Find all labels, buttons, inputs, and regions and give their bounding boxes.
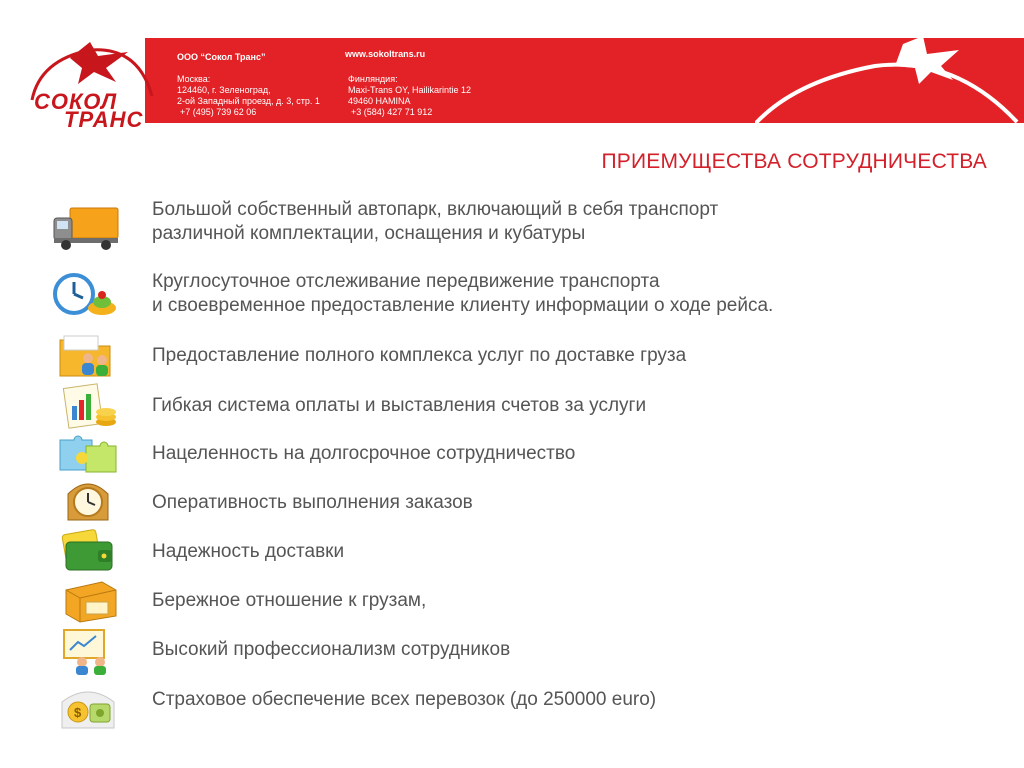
insurance-money-icon — [52, 682, 122, 734]
advantage-item-long-term — [152, 442, 575, 466]
finland-address-line2: 49460 HAMINA — [348, 96, 411, 106]
finland-address-line1: Maxi-Trans OY, Hailikarintie 12 — [348, 85, 472, 95]
moscow-address-line1: 124460, г. Зеленоград, — [177, 85, 271, 95]
advantage-line: Бережное отношение к грузам, — [152, 590, 427, 611]
moscow-label: Москва: — [177, 74, 211, 84]
presentation-users-icon — [52, 624, 122, 676]
advantage-line: Оперативность выполнения заказов — [152, 492, 473, 513]
advantage-line: и своевременное предоставление клиенту информации о ходе рейса. — [152, 295, 774, 316]
advantage-line: Предоставление полного комплекса услуг по доставке груза — [152, 345, 687, 366]
finland-label: Финляндия: — [348, 74, 398, 84]
page-title: ПРИЕМУЩЕСТВА СОТРУДНИЧЕСТВА — [601, 150, 987, 173]
advantage-item-professionalism — [152, 638, 510, 662]
advantage-line: Надежность доставки — [152, 541, 345, 562]
advantage-line: Высокий профессионализм сотрудников — [152, 639, 511, 660]
moscow-address-line2: 2-ой Западный проезд, д. 3, стр. 1 — [177, 96, 320, 106]
advantage-line: Круглосуточное отслеживание передвижение транспорта — [152, 271, 660, 292]
advantage-item-efficiency — [152, 491, 473, 515]
advantage-line: Гибкая система оплаты и выставления счетов за услуги — [152, 395, 647, 416]
logo-word-sokol: СОКОЛ — [34, 89, 118, 114]
advantage-line: Страховое обеспечение всех перевозок (до 250000 euro) — [152, 689, 657, 710]
advantage-line: Нацеленность на долгосрочное сотрудничество — [152, 443, 576, 464]
bird-decoration-icon — [755, 36, 1024, 126]
advantage-item-tracking — [152, 270, 773, 318]
company-logo — [20, 38, 160, 133]
advantage-item-reliability — [152, 540, 344, 564]
advantage-item-fleet — [152, 198, 718, 246]
chart-coins-icon — [52, 380, 122, 432]
clock-tracking-icon — [52, 268, 122, 320]
puzzle-icon — [52, 428, 122, 480]
advantage-item-careful-handling — [152, 589, 426, 613]
folder-users-icon — [52, 330, 122, 382]
advantage-line: различной комплектации, оснащения и кубатуры — [152, 223, 586, 244]
truck-icon — [52, 202, 122, 254]
advantage-item-payment — [152, 394, 646, 418]
company-name: ООО “Сокол Транс” — [177, 52, 266, 62]
wallet-icon — [52, 524, 122, 576]
logo-word-trans: ТРАНС — [64, 107, 144, 132]
moscow-phone: +7 (495) 739 62 06 — [180, 107, 257, 117]
advantage-item-insurance — [152, 688, 656, 712]
finland-phone: +3 (584) 427 71 912 — [351, 107, 433, 117]
advantage-item-full-service — [152, 344, 686, 368]
svg-text:$: $ — [74, 705, 82, 720]
advantage-line: Большой собственный автопарк, включающий в себя транспорт — [152, 199, 719, 220]
website-link[interactable]: www.sokoltrans.ru — [345, 49, 426, 59]
cargo-box-icon — [52, 572, 122, 624]
alarm-clock-icon — [52, 476, 122, 528]
